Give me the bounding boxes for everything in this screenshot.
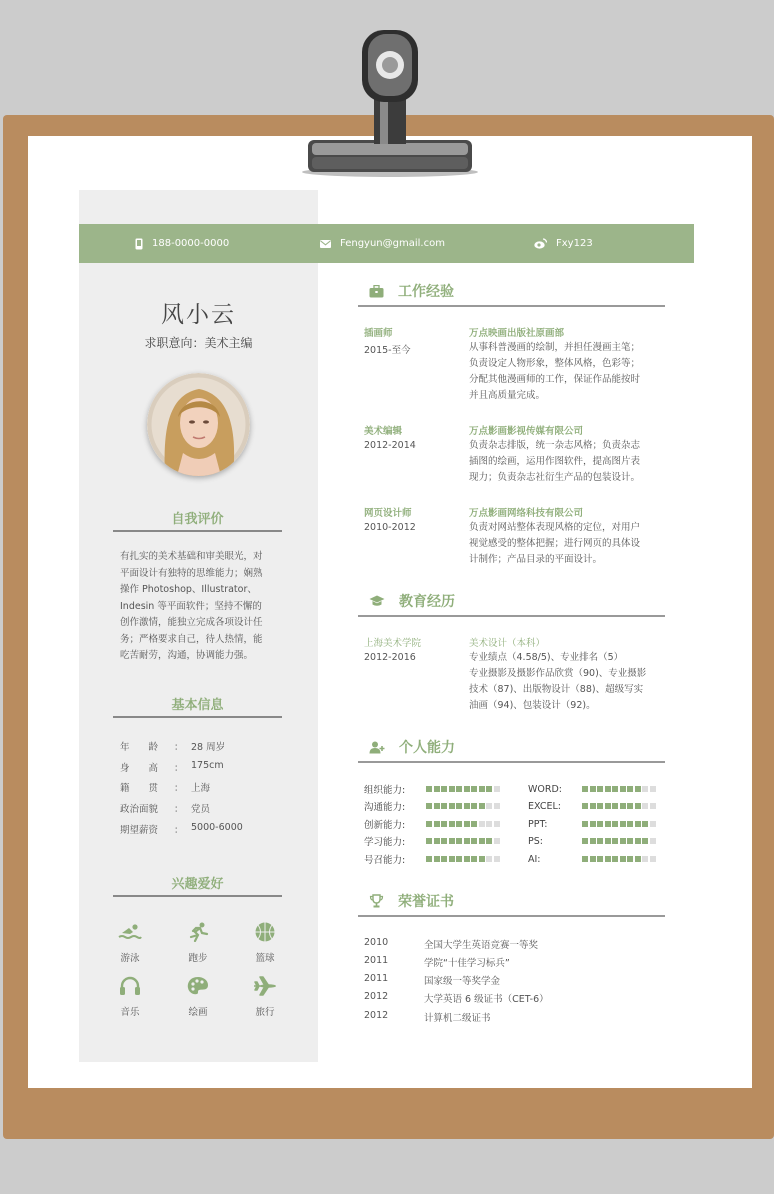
- skill-level-segment: [612, 803, 618, 809]
- skill-level-segment: [441, 786, 447, 792]
- education-description: 专业绩点（4.58/5)、专业排名（5） 专业摄影及摄影作品欣赏（90)、专业摄影 技术（87)、出版物设计（88)、超级写实 油画（94)、包装设计（92)。: [469, 652, 647, 711]
- skill-label: WORD:: [528, 783, 562, 795]
- skill-level-segment: [635, 821, 641, 827]
- mail-icon: [320, 240, 331, 248]
- skill-level-meter: [426, 838, 500, 844]
- skill-level-segment: [494, 838, 500, 844]
- skill-level-segment: [494, 821, 500, 827]
- skill-level-segment: [441, 856, 447, 862]
- skill-row: [364, 817, 500, 831]
- job-period: 2012-2014: [364, 440, 416, 451]
- job-period: 2010-2012: [364, 522, 416, 533]
- skill-level-segment: [426, 821, 432, 827]
- hobby-running: 跑步: [168, 922, 228, 964]
- phone-text: 188-0000-0000: [152, 238, 230, 249]
- skill-level-segment: [434, 821, 440, 827]
- divider: [358, 915, 665, 917]
- skill-level-meter: [582, 856, 656, 862]
- skill-level-segment: [456, 821, 462, 827]
- skill-level-segment: [434, 838, 440, 844]
- skill-level-meter: [426, 856, 500, 862]
- skill-level-segment: [590, 803, 596, 809]
- weibo-text: Fxy123: [556, 238, 593, 249]
- skill-level-segment: [650, 803, 656, 809]
- skill-level-segment: [434, 803, 440, 809]
- skill-row: [528, 782, 656, 796]
- skill-row: [364, 852, 500, 866]
- skill-level-segment: [464, 786, 470, 792]
- skill-level-segment: [479, 856, 485, 862]
- skill-level-segment: [471, 821, 477, 827]
- skill-level-segment: [441, 821, 447, 827]
- skill-level-meter: [582, 838, 656, 844]
- self-eval-heading: 自我评价: [171, 512, 224, 527]
- skill-level-segment: [449, 803, 455, 809]
- skill-level-segment: [449, 786, 455, 792]
- job-description: 从事科普漫画的绘制，并担任漫画主笔； 负责设定人物形象，整体风格，色彩等； 分配其他漫画师的工作，保证作品能按时 并且高质量完成。: [469, 342, 641, 401]
- skill-level-segment: [426, 803, 432, 809]
- honors-heading: 荣誉证书: [369, 891, 454, 911]
- skill-level-segment: [642, 821, 648, 827]
- skill-label: AI:: [528, 853, 541, 865]
- education-heading: 教育经历: [369, 591, 455, 611]
- basic-info-heading: 基本信息: [171, 698, 224, 713]
- skill-level-segment: [426, 856, 432, 862]
- skill-row: [364, 799, 500, 813]
- skill-label: PS:: [528, 835, 543, 847]
- skill-level-segment: [471, 786, 477, 792]
- skill-label: 学习能力:: [364, 837, 406, 848]
- skill-level-segment: [650, 786, 656, 792]
- skill-level-segment: [486, 856, 492, 862]
- school-name: 上海美术学院: [364, 638, 422, 649]
- skill-level-segment: [605, 803, 611, 809]
- skill-level-segment: [479, 786, 485, 792]
- person-name: 风小云: [161, 302, 236, 328]
- skill-level-segment: [449, 838, 455, 844]
- skill-label: 沟通能力:: [364, 802, 406, 813]
- skill-level-segment: [471, 803, 477, 809]
- skill-level-segment: [605, 856, 611, 862]
- divider: [358, 615, 665, 617]
- skill-level-segment: [426, 786, 432, 792]
- skill-level-segment: [597, 856, 603, 862]
- basketball-icon: [253, 922, 277, 942]
- skill-level-segment: [471, 856, 477, 862]
- skill-level-segment: [494, 786, 500, 792]
- skill-row: [528, 852, 656, 866]
- job-period: 2015-至今: [364, 345, 411, 356]
- skill-level-meter: [426, 786, 500, 792]
- skill-label: EXCEL:: [528, 800, 561, 812]
- avatar-portrait: [147, 373, 250, 476]
- job-company: 万点影画影视传媒有限公司: [469, 426, 584, 437]
- skill-label: 号召能力:: [364, 855, 406, 866]
- skill-level-segment: [449, 856, 455, 862]
- job-description: 负责杂志排版，统一杂志风格；负责杂志 插图的绘画，运用作图软件，提高图片表 现力；负责杂志社衍生产品的包装设计。: [469, 440, 641, 483]
- skill-row: [528, 834, 656, 848]
- job-description: 负责对网站整体表现风格的定位，对用户 视觉感受的整体把握；进行网页的具体设 计制作；产品目录的平面设计。: [469, 522, 641, 565]
- skill-level-segment: [642, 838, 648, 844]
- skill-level-segment: [464, 803, 470, 809]
- hobby-swimming: 游泳: [100, 922, 160, 964]
- skill-level-segment: [456, 786, 462, 792]
- skill-level-segment: [426, 838, 432, 844]
- skill-level-segment: [650, 821, 656, 827]
- skill-level-segment: [620, 838, 626, 844]
- skill-level-segment: [597, 838, 603, 844]
- self-eval-text: 有扎实的美术基础和审美眼光，对 平面设计有独特的思维能力；娴熟 操作 Photoshop、Illustrator、 Indesin 等平面软件；坚持不懈的 创作激情，能独立完成各项设计任 务；严格要求自己，待人热情，能 吃苦耐劳，沟通，协调能力强。: [120, 551, 263, 661]
- skill-level-segment: [582, 838, 588, 844]
- email-text: Fengyun@gmail.com: [340, 238, 445, 249]
- skill-level-segment: [635, 803, 641, 809]
- skill-level-segment: [486, 786, 492, 792]
- skill-level-segment: [494, 856, 500, 862]
- skill-level-segment: [612, 856, 618, 862]
- skill-level-meter: [426, 803, 500, 809]
- skill-level-segment: [620, 821, 626, 827]
- skill-level-segment: [486, 803, 492, 809]
- skill-level-segment: [605, 786, 611, 792]
- skill-level-segment: [464, 838, 470, 844]
- contact-email: [320, 224, 445, 263]
- running-icon: [186, 922, 210, 942]
- skill-level-segment: [464, 856, 470, 862]
- work-heading: 工作经验: [369, 281, 454, 301]
- divider: [113, 530, 282, 532]
- skill-level-segment: [620, 786, 626, 792]
- skill-row: [364, 834, 500, 848]
- skill-level-segment: [605, 821, 611, 827]
- job-title: 插画师: [364, 328, 393, 339]
- skill-level-segment: [597, 786, 603, 792]
- divider: [358, 305, 665, 307]
- skill-level-segment: [612, 838, 618, 844]
- contact-phone: [135, 224, 229, 263]
- skills-heading: 个人能力: [369, 737, 455, 757]
- skill-level-segment: [456, 856, 462, 862]
- skill-level-segment: [650, 856, 656, 862]
- skill-label: 创新能力:: [364, 820, 406, 831]
- skill-level-segment: [582, 856, 588, 862]
- skill-level-segment: [642, 786, 648, 792]
- skill-level-segment: [479, 803, 485, 809]
- skill-level-segment: [582, 786, 588, 792]
- skill-level-segment: [612, 821, 618, 827]
- skill-level-segment: [620, 856, 626, 862]
- skill-level-segment: [471, 838, 477, 844]
- education-period: 2012-2016: [364, 652, 416, 663]
- skill-level-segment: [620, 803, 626, 809]
- job-company: 万点映画出版社原画部: [469, 328, 565, 339]
- job-title: 美术编辑: [364, 426, 403, 437]
- skill-level-segment: [434, 786, 440, 792]
- skill-level-segment: [635, 856, 641, 862]
- hobby-basketball: 篮球: [235, 922, 295, 964]
- skill-level-segment: [612, 786, 618, 792]
- hobby-music: 音乐: [100, 976, 160, 1018]
- skill-level-segment: [486, 838, 492, 844]
- skill-level-segment: [627, 838, 633, 844]
- hobby-travel: 旅行: [235, 976, 295, 1018]
- skill-level-segment: [479, 838, 485, 844]
- skill-level-segment: [582, 803, 588, 809]
- user-plus-icon: [369, 741, 385, 754]
- hobby-painting: 绘画: [168, 976, 228, 1018]
- palette-icon: [186, 976, 210, 996]
- skill-level-segment: [627, 856, 633, 862]
- skill-level-segment: [441, 838, 447, 844]
- divider: [113, 716, 282, 718]
- job-title: 网页设计师: [364, 508, 412, 519]
- divider: [113, 895, 282, 897]
- binder-clip: [300, 22, 480, 178]
- divider: [358, 761, 665, 763]
- skill-level-segment: [597, 821, 603, 827]
- skill-level-segment: [582, 821, 588, 827]
- skill-level-segment: [434, 856, 440, 862]
- education-major: 美术设计（本科）: [469, 638, 546, 649]
- skill-level-segment: [642, 856, 648, 862]
- skill-level-segment: [456, 803, 462, 809]
- skill-level-meter: [582, 803, 656, 809]
- skill-level-segment: [590, 856, 596, 862]
- contact-weibo: [534, 224, 593, 263]
- skill-label: 组织能力:: [364, 785, 406, 796]
- skill-label: PPT:: [528, 818, 548, 830]
- briefcase-icon: [369, 285, 384, 298]
- avatar: [147, 373, 250, 476]
- skill-level-meter: [582, 821, 656, 827]
- skill-level-segment: [464, 821, 470, 827]
- skill-level-segment: [627, 803, 633, 809]
- airplane-icon: [253, 976, 277, 996]
- skill-level-meter: [582, 786, 656, 792]
- headphones-icon: [118, 976, 142, 996]
- skill-level-segment: [590, 786, 596, 792]
- skill-level-segment: [486, 821, 492, 827]
- skill-level-segment: [449, 821, 455, 827]
- skill-level-segment: [627, 821, 633, 827]
- skill-level-segment: [642, 803, 648, 809]
- skill-level-segment: [494, 803, 500, 809]
- skill-level-segment: [635, 838, 641, 844]
- skill-row: [528, 817, 656, 831]
- skill-level-segment: [597, 803, 603, 809]
- weibo-icon: [534, 238, 547, 249]
- skill-level-meter: [426, 821, 500, 827]
- job-intent: 求职意向：美术主编: [144, 336, 253, 350]
- hobbies-heading: 兴趣爱好: [171, 877, 224, 892]
- contact-bar: [79, 224, 694, 263]
- skill-level-segment: [479, 821, 485, 827]
- skill-level-segment: [590, 821, 596, 827]
- job-company: 万点影画网络科技有限公司: [469, 508, 584, 519]
- graduation-cap-icon: [369, 595, 385, 607]
- skill-level-segment: [605, 838, 611, 844]
- skill-level-segment: [456, 838, 462, 844]
- skill-level-segment: [441, 803, 447, 809]
- swimming-icon: [118, 922, 142, 942]
- skill-level-segment: [627, 786, 633, 792]
- trophy-icon: [369, 894, 384, 908]
- skill-level-segment: [590, 838, 596, 844]
- skill-level-segment: [635, 786, 641, 792]
- skill-level-segment: [650, 838, 656, 844]
- skill-row: [364, 782, 500, 796]
- phone-icon: [135, 238, 143, 250]
- skill-row: [528, 799, 656, 813]
